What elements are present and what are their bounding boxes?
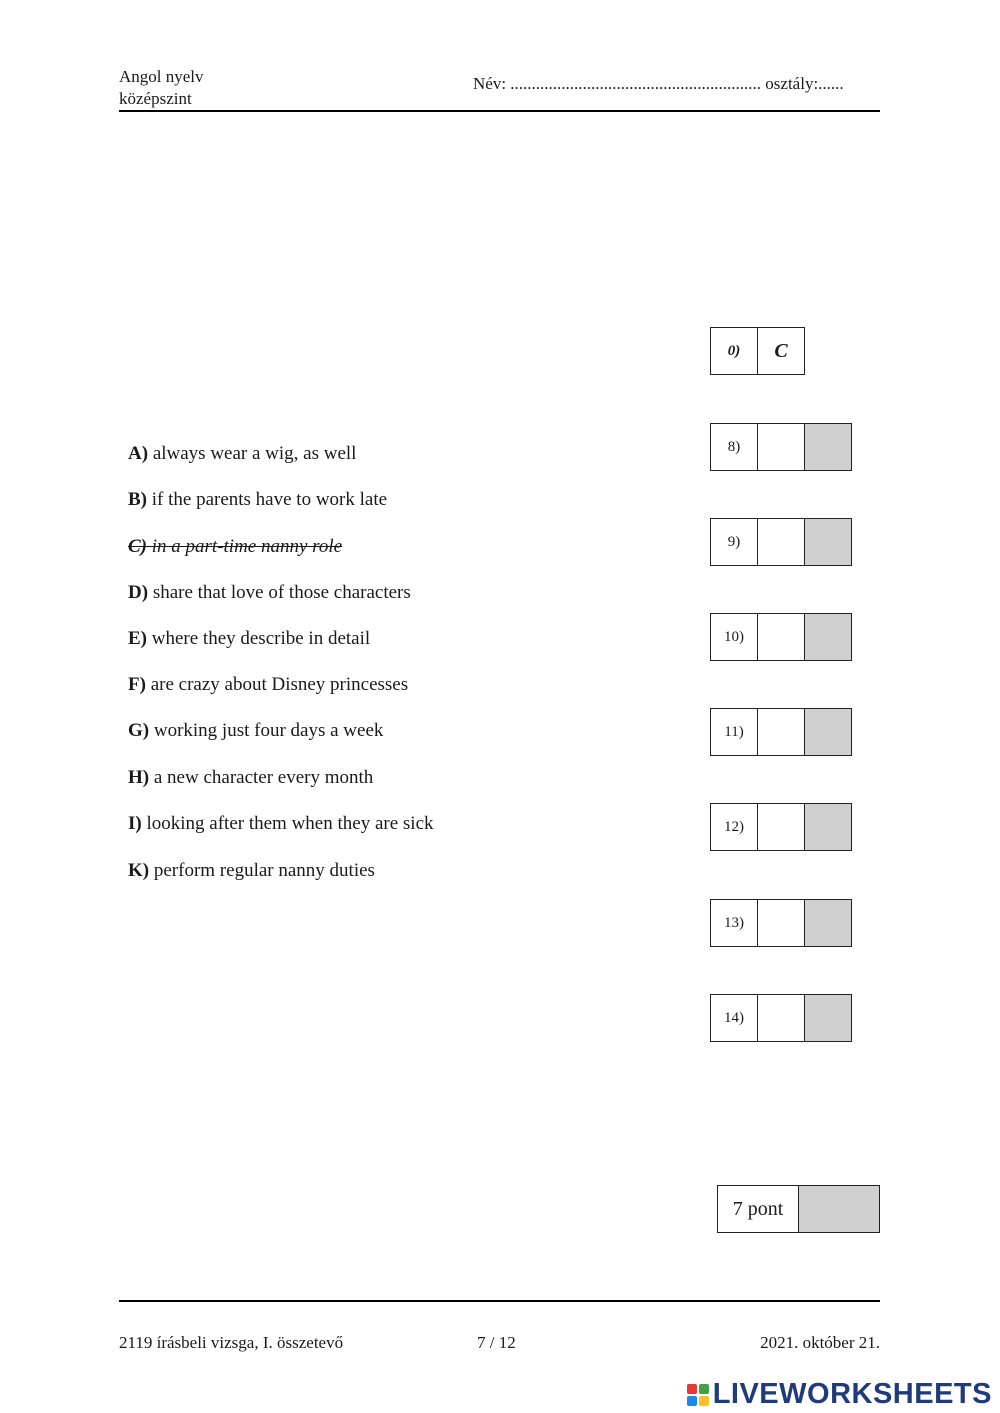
answer-input[interactable] (757, 708, 805, 756)
option-letter: B) (128, 489, 147, 510)
option-letter: F) (128, 674, 146, 695)
option-letter: H) (128, 767, 150, 788)
example-answer: C (757, 327, 805, 375)
logo-square (687, 1384, 697, 1394)
option-d (128, 582, 411, 604)
answer-input[interactable] (757, 899, 805, 947)
answer-input[interactable] (757, 613, 805, 661)
option-text: if the parents have to work late (147, 489, 388, 510)
score-cell (804, 994, 852, 1042)
option-i (128, 813, 434, 835)
footer-page-number: 7 / 12 (477, 1333, 516, 1352)
answer-input[interactable] (757, 803, 805, 851)
logo-square (699, 1396, 709, 1406)
points-box (717, 1185, 880, 1233)
option-b (128, 489, 387, 511)
score-cell (804, 708, 852, 756)
option-letter: D) (128, 582, 149, 603)
option-text: share that love of those characters (148, 582, 411, 603)
footer-date: 2021. október 21. (760, 1333, 880, 1352)
option-k (128, 860, 375, 882)
answer-box-11 (710, 708, 852, 756)
option-text: looking after them when they are sick (141, 813, 434, 834)
answer-label: 10) (710, 613, 758, 661)
answer-label: 9) (710, 518, 758, 566)
header-name-field: Név: ........................................................... osztály:...... (473, 74, 844, 93)
liveworksheets-logo[interactable] (687, 1378, 992, 1411)
answer-input[interactable] (757, 423, 805, 471)
option-text: in a part-time nanny role (147, 536, 343, 557)
header-subject: Angol nyelv (119, 67, 204, 86)
answer-box-14 (710, 994, 852, 1042)
points-label: 7 pont (717, 1185, 799, 1233)
header-subject-block (119, 66, 204, 110)
option-letter: I) (128, 813, 142, 834)
answer-label: 12) (710, 803, 758, 851)
option-letter: C) (128, 536, 147, 557)
logo-text: LIVEWORKSHEETS (712, 1378, 992, 1410)
option-e (128, 628, 370, 650)
answer-box-10 (710, 613, 852, 661)
answer-label: 11) (710, 708, 758, 756)
option-text: where they describe in detail (147, 628, 371, 649)
answer-label: 8) (710, 423, 758, 471)
answer-input[interactable] (757, 994, 805, 1042)
option-f (128, 674, 408, 696)
answer-label: 14) (710, 994, 758, 1042)
logo-square (699, 1384, 709, 1394)
option-letter: G) (128, 720, 150, 741)
option-letter: A) (128, 443, 149, 464)
header-level: középszint (119, 89, 192, 108)
logo-square (687, 1396, 697, 1406)
footer-rule (119, 1300, 880, 1302)
answer-box-9 (710, 518, 852, 566)
option-text: always wear a wig, as well (148, 443, 357, 464)
option-c-example (128, 536, 342, 558)
points-value-cell (798, 1185, 880, 1233)
option-g (128, 720, 383, 742)
example-answer-box (710, 327, 805, 375)
answer-label: 13) (710, 899, 758, 947)
score-cell (804, 899, 852, 947)
option-letter: E) (128, 628, 147, 649)
answer-box-13 (710, 899, 852, 947)
option-letter: K) (128, 860, 150, 881)
option-h (128, 767, 373, 789)
option-text: working just four days a week (149, 720, 384, 741)
score-cell (804, 613, 852, 661)
score-cell (804, 423, 852, 471)
header-rule (119, 110, 880, 112)
footer-exam: 2119 írásbeli vizsga, I. összetevő (119, 1333, 344, 1352)
score-cell (804, 518, 852, 566)
logo-squares-icon (687, 1384, 709, 1406)
example-label: 0) (710, 327, 758, 375)
answer-box-8 (710, 423, 852, 471)
score-cell (804, 803, 852, 851)
option-text: a new character every month (149, 767, 374, 788)
answer-input[interactable] (757, 518, 805, 566)
option-text: perform regular nanny duties (149, 860, 375, 881)
option-a (128, 443, 356, 465)
answer-box-12 (710, 803, 852, 851)
option-text: are crazy about Disney princesses (145, 674, 409, 695)
